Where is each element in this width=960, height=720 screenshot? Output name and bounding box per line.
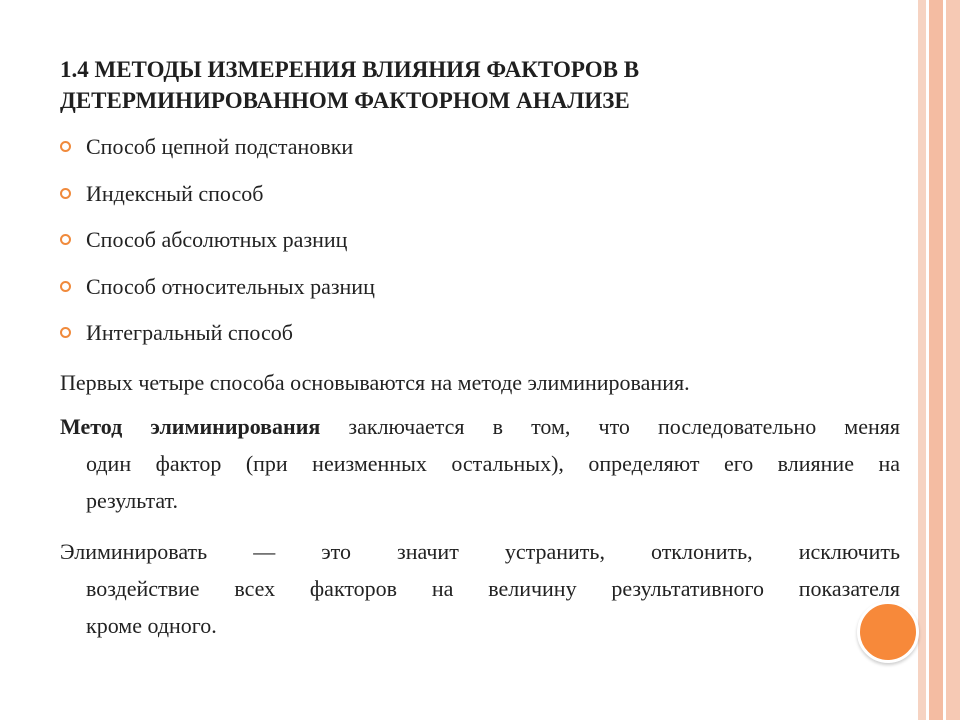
list-item (60, 177, 375, 224)
list-item-text: Способ цепной подстановки (86, 134, 354, 159)
paragraph-text: заключается в том, что последовательно меняя (320, 414, 901, 439)
bullet-circle-icon (60, 188, 71, 199)
bullet-circle-icon (60, 327, 71, 338)
list-item (60, 223, 375, 270)
list-item (60, 130, 375, 177)
paragraph-line: воздействие всех факторов на величину результативного показателя (86, 576, 900, 601)
list-item (60, 316, 375, 363)
paragraph-line: кроме одного. (86, 613, 217, 638)
list-item-text: Интегральный способ (86, 320, 293, 345)
list-item-text: Способ относительных разниц (86, 273, 375, 299)
orange-circle-decoration (857, 601, 919, 663)
list-item (60, 270, 375, 317)
bullet-circle-icon (60, 141, 71, 152)
paragraph-elimination-basis: Первых четыре способа основываются на методе элиминирования. (60, 370, 690, 395)
bullet-circle-icon (60, 234, 71, 245)
paragraph-eliminate-definition (60, 533, 900, 644)
list-item-text: Способ абсолютных разниц (86, 227, 348, 252)
paragraph-line: Элиминировать — это значит устранить, отклонить, исключить (60, 539, 900, 564)
bullet-circle-icon (60, 281, 71, 292)
paragraph-line: результат. (86, 488, 179, 513)
paragraph-elimination-method (60, 408, 900, 519)
title-line-1: 1.4 МЕТОДЫ ИЗМЕРЕНИЯ ВЛИЯНИЯ ФАКТОРОВ В (60, 57, 640, 82)
paragraph-line (60, 408, 900, 445)
bullet-list (60, 130, 375, 363)
decorative-stripes (918, 0, 960, 720)
slide-title (60, 54, 860, 116)
list-item-text: Индексный способ (86, 180, 264, 206)
paragraph-line: один фактор (при неизменных остальных), определяют его влияние на (86, 451, 900, 476)
term-bold: Метод элиминирования (60, 414, 321, 439)
title-line-2: ДЕТЕРМИНИРОВАННОМ ФАКТОРНОМ АНАЛИЗЕ (60, 88, 630, 113)
